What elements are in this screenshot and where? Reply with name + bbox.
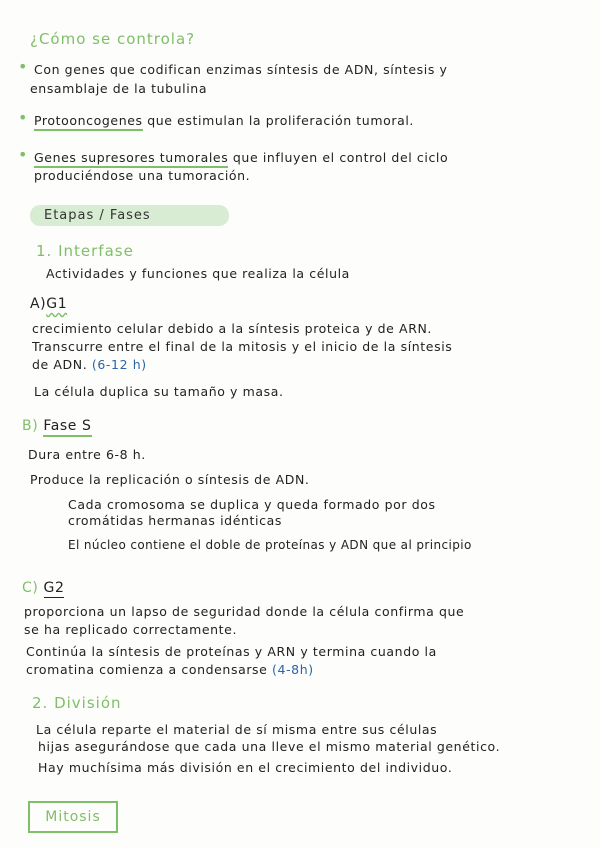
g1-term: G1 <box>46 296 68 312</box>
g2-prefix: C) <box>22 580 39 596</box>
bullet-dot-3: • <box>18 145 28 164</box>
division-heading: 2. División <box>32 694 122 712</box>
g1-prefix: A) <box>30 296 47 312</box>
protooncogenes-term: Protooncogenes <box>34 113 143 131</box>
g2-line-4-text: cromatina comienza a condensarse <box>26 662 273 677</box>
interfase-desc: Actividades y funciones que realiza la célula <box>46 266 350 281</box>
g2-line-4 <box>26 661 314 678</box>
fase-s-line-1: Dura entre 6-8 h. <box>28 447 146 462</box>
g2-line-1: proporciona un lapso de seguridad donde la célula confirma que <box>24 604 465 619</box>
bullet-2-rest: que estimulan la proliferación tumoral. <box>142 113 414 128</box>
g1-line-2: Transcurre entre el final de la mitosis y el inicio de la síntesis <box>32 339 453 354</box>
page-title: ¿Cómo se controla? <box>30 30 196 48</box>
g1-line-1: crecimiento celular debido a la síntesis proteica y de ARN. <box>32 321 433 336</box>
fase-s-term: Fase S <box>43 418 91 437</box>
bullet-2 <box>34 112 414 129</box>
bullet-1-line-2: ensamblaje de la tubulina <box>30 81 208 96</box>
g2-time: (4-8h) <box>272 662 314 677</box>
bullet-3-line-2: produciéndose una tumoración. <box>34 168 251 183</box>
g1-label <box>30 296 67 313</box>
interfase-heading: 1. Interfase <box>36 242 134 260</box>
g2-line-3: Continúa la síntesis de proteínas y ARN y termina cuando la <box>26 644 437 659</box>
g1-line-3 <box>32 356 147 373</box>
fase-s-sub-1b: cromátidas hermanas idénticas <box>68 513 282 528</box>
division-line-2: hijas asegurándose que cada una lleve el mismo material genético. <box>38 739 501 754</box>
fase-s-prefix: B) <box>22 418 39 434</box>
division-line-3: Hay muchísima más división en el crecimiento del individuo. <box>38 760 453 775</box>
g1-line-4: La célula duplica su tamaño y masa. <box>34 384 284 399</box>
bullet-3-rest: que influyen el control del ciclo <box>228 150 449 165</box>
bullet-3 <box>34 149 448 166</box>
stages-pill: Etapas / Fases <box>30 205 229 226</box>
bullet-dot-2: • <box>18 108 28 127</box>
fase-s-sub-2: El núcleo contiene el doble de proteínas y ADN que al principio <box>68 538 472 552</box>
g2-line-2: se ha replicado correctamente. <box>24 622 238 637</box>
mitosis-box: Mitosis <box>28 801 118 833</box>
g1-line-3-text: de ADN. <box>32 357 92 372</box>
fase-s-line-2: Produce la replicación o síntesis de ADN. <box>30 472 310 487</box>
g2-term: G2 <box>43 580 65 596</box>
bullet-dot-1: • <box>18 57 28 76</box>
g1-time: (6-12 h) <box>91 357 147 372</box>
fase-s-sub-1a: Cada cromosoma se duplica y queda formado por dos <box>68 497 436 512</box>
bullet-1-line-1: Con genes que codifican enzimas síntesis de ADN, síntesis y <box>34 62 448 77</box>
division-line-1: La célula reparte el material de sí misma entre sus células <box>36 722 438 737</box>
fase-s-label <box>22 418 92 435</box>
supresores-term: Genes supresores tumorales <box>34 150 228 168</box>
g2-label <box>22 580 64 597</box>
